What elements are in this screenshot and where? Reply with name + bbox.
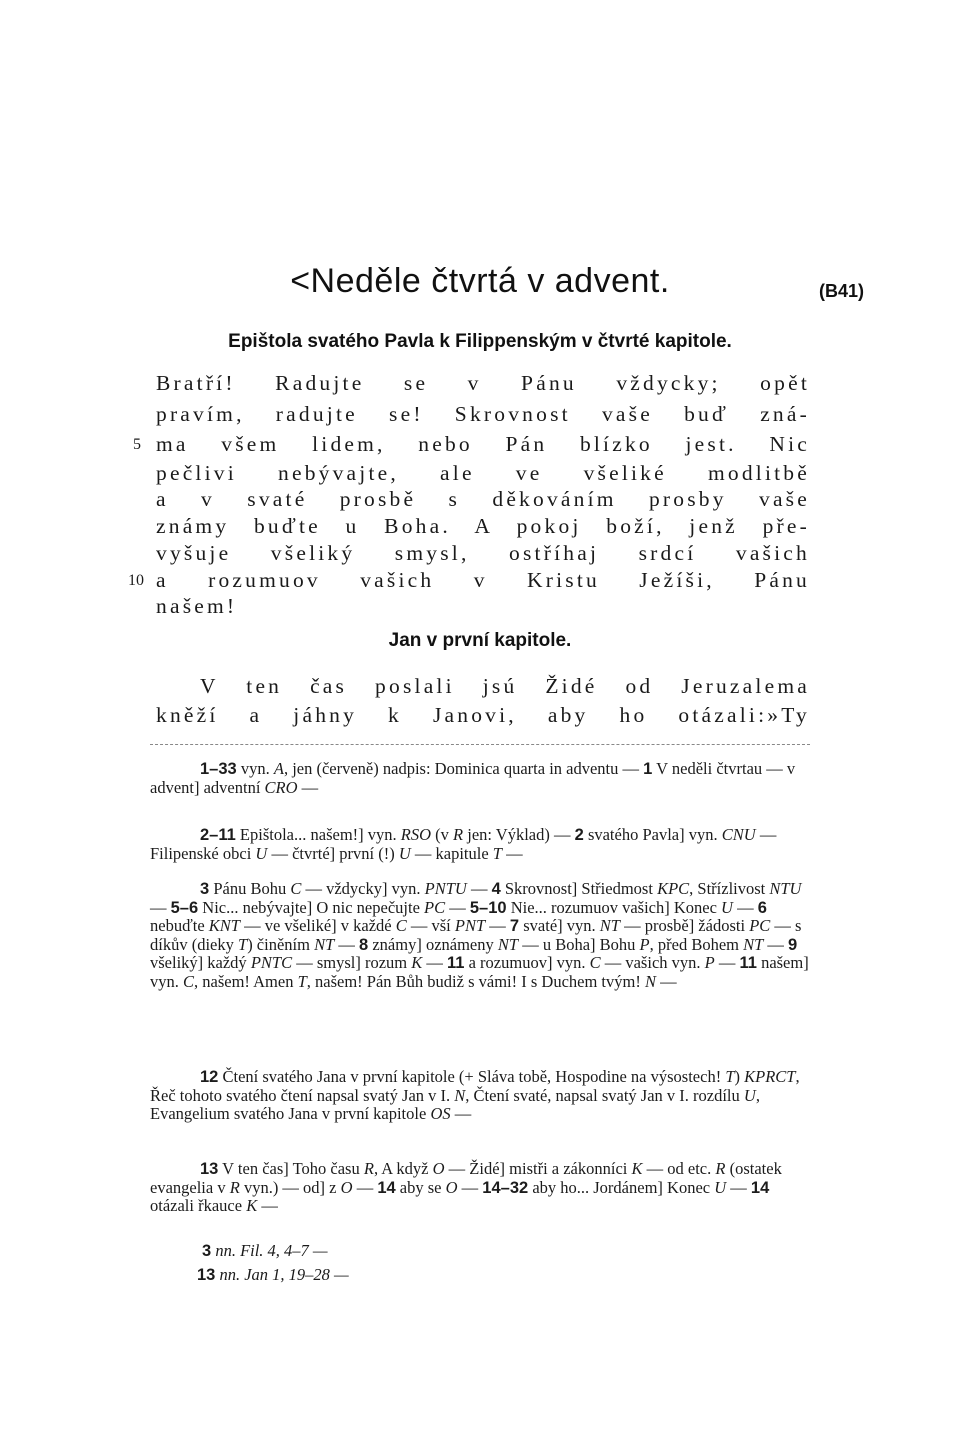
apparatus-paragraph: 1–33 vyn. A, jen (červeně) nadpis: Dominica quarta in adventu — 1 V neděli čtvrtau — v advent] adventní CRO — [150,759,796,797]
epistle-line: vyšuje všeliký smysl, ostříhaj srdcí vašich [156,541,810,565]
apparatus-paragraph: 3 Pánu Bohu C — vždycky] vyn. PNTU — 4 Skrovnost] Střiedmost KPC, Střízlivost NTU — 5–6 Nic... nebývajte] O nic nepečujte PC — 5–10 Nie... rozumuov vašich] Konec U — 6 nebuďte KNT — ve všeliké] v každé C — vší PNT — 7 svaté] vyn. NT — prosbě] žádosti PC — s díkův (dieky T) činěním NT — 8 známy] oznámeny NT — u Boha] Bohu P, před Bohem NT — 9 všeliký] každý PNTC — smysl] rozum K — 11 a rozumuov] vyn. C — vašich vyn. P — 11 našem] vyn. C, našem! Amen T, našem! Pán Bůh budiž s vámi! I s Duchem tvým! N — [150,879,809,991]
epistle-line: Bratří! Radujte se v Pánu vždycky; opět [156,371,810,395]
apparatus-note [150,760,810,797]
reference-text: nn. Fil. 4, 4–7 — [215,1241,328,1260]
epistle-line: známy buďte u Boha. A pokoj boží, jenž pře- [156,514,810,538]
gospel-line: kněží a jáhny k Janovi, aby ho otázali:»Ty [156,703,810,727]
gospel-line: V ten čas poslali jsú Židé od Jeruzalema [200,674,810,698]
apparatus-note [150,826,810,863]
epistle-heading: Epištola svatého Pavla k Filippenským v čtvrté kapitole. [228,331,732,352]
line-number: 10 [128,572,144,589]
gospel-heading: Jan v první kapitole. [388,630,572,651]
apparatus-paragraph: 12 Čtení svatého Jana v první kapitole (+ Sláva tobě, Hospodine na výsostech! T) KPRCT, Řeč tohoto svatého čtení napsal svatý Jan v I. N, Čtení svaté, napsal svatý Jan v I. rozdílu U, Evangelium svatého Jana v první kapitole OS — [150,1067,800,1123]
epistle-line: našem! [156,594,238,618]
reference-text: nn. Jan 1, 19–28 — [219,1265,349,1284]
epistle-line: a v svaté prosbě s děkováním prosby vaše [156,487,810,511]
epistle-line: a rozumuov vašich v Kristu Ježíši, Pánu [156,568,810,592]
reference-line [197,1264,349,1286]
line-number: 5 [133,436,141,453]
apparatus-note [150,880,810,991]
page-reference: (B41) [818,281,864,301]
apparatus-paragraph: 2–11 Epištola... našem!] vyn. RSO (v R jen: Výklad) — 2 svatého Pavla] vyn. CNU — Filipenské obci U — čtvrté] první (!) U — kapitule T — [150,825,777,863]
reference-line [202,1240,328,1262]
reference-number: 13 [197,1266,216,1284]
apparatus-paragraph: 13 V ten čas] Toho času R, A když O — Židé] mistři a zákonníci K — od etc. R (ostatek evangelia v R vyn.) — od] z O — 14 aby se O — 14–32 aby ho... Jordánem] Konec U — 14 otázali řkauce K — [150,1159,782,1215]
epistle-line: ma všem lidem, nebo Pán blízko jest. Nic [156,432,810,456]
page-title: <Neděle čtvrtá v advent. [290,262,670,300]
apparatus-note [150,1160,810,1216]
epistle-line: pečlivi nebývajte, ale ve všeliké modlitbě [156,461,810,485]
epistle-line: pravím, radujte se! Skrovnost vaše buď zná- [156,402,810,426]
divider [150,744,810,745]
apparatus-note [150,1068,810,1124]
reference-number: 3 [202,1242,212,1260]
